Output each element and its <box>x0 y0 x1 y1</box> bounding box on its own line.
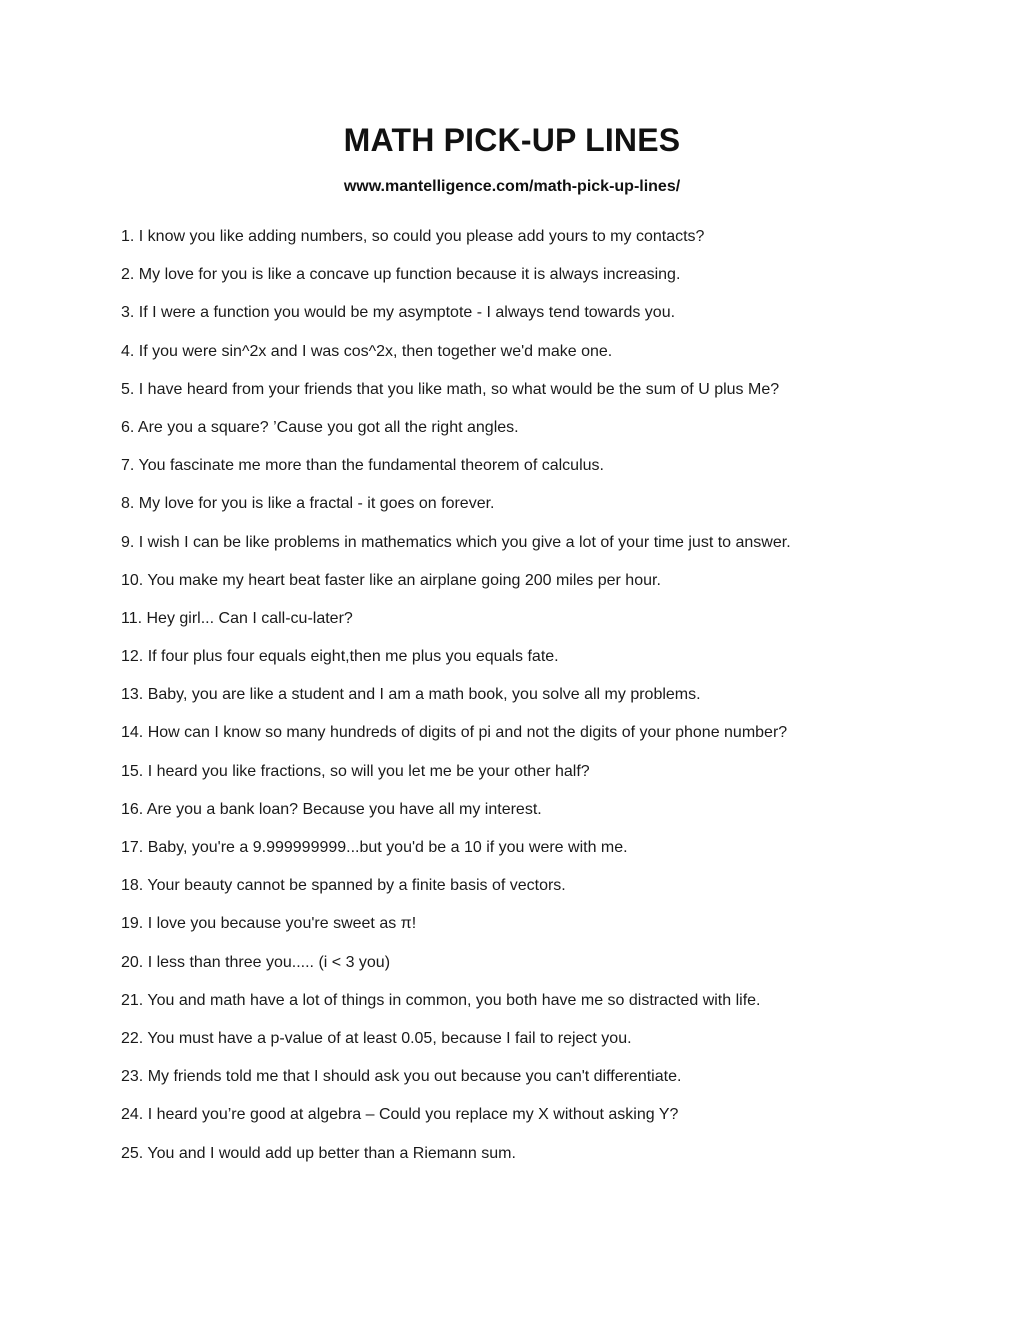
list-item: 7. You fascinate me more than the fundamental theorem of calculus. <box>121 457 604 475</box>
list-item: 9. I wish I can be like problems in mathematics which you give a lot of your time just to answer. <box>121 533 791 551</box>
source-url: www.mantelligence.com/math-pick-up-lines/ <box>343 178 681 195</box>
list-item: 19. I love you because you're sweet as π! <box>121 915 417 933</box>
list-item: 13. Baby, you are like a student and I am a math book, you solve all my problems. <box>121 686 701 704</box>
list-item: 24. I heard you’re good at algebra – Could you replace my X without asking Y? <box>121 1106 679 1124</box>
list-item: 11. Hey girl... Can I call-cu-later? <box>121 609 353 627</box>
list-item: 15. I heard you like fractions, so will you let me be your other half? <box>121 762 590 780</box>
list-item: 3. If I were a function you would be my asymptote - I always tend towards you. <box>121 304 676 322</box>
list-item: 1. I know you like adding numbers, so could you please add yours to my contacts? <box>121 228 705 245</box>
page-title: MATH PICK-UP LINES <box>343 122 681 158</box>
list-item: 25. You and I would add up better than a Riemann sum. <box>121 1144 516 1162</box>
list-item: 21. You and math have a lot of things in common, you both have me so distracted with life. <box>121 991 761 1009</box>
list-item: 10. You make my heart beat faster like an airplane going 200 miles per hour. <box>121 571 661 589</box>
list-item: 14. How can I know so many hundreds of digits of pi and not the digits of your phone number? <box>121 724 788 742</box>
list-item: 23. My friends told me that I should ask you out because you can't differentiate. <box>121 1068 682 1086</box>
list-item: 22. You must have a p-value of at least 0.05, because I fail to reject you. <box>121 1029 632 1047</box>
list-item: 18. Your beauty cannot be spanned by a finite basis of vectors. <box>121 877 566 895</box>
list-item: 4. If you were sin^2x and I was cos^2x, then together we'd make one. <box>121 342 613 360</box>
list-item: 12. If four plus four equals eight,then me plus you equals fate. <box>121 648 559 666</box>
list-item: 16. Are you a bank loan? Because you have all my interest. <box>121 800 542 818</box>
list-item: 17. Baby, you're a 9.999999999...but you'd be a 10 if you were with me. <box>121 839 628 856</box>
list-item: 2. My love for you is like a concave up function because it is always increasing. <box>121 266 681 284</box>
list-item: 5. I have heard from your friends that you like math, so what would be the sum of U plus Me? <box>121 380 780 398</box>
list-item: 20. I less than three you..... (i < 3 you) <box>121 953 391 971</box>
list-item: 8. My love for you is like a fractal - it goes on forever. <box>121 495 495 513</box>
pickup-lines-list <box>121 226 981 1181</box>
list-item: 6. Are you a square? ’Cause you got all the right angles. <box>121 418 519 436</box>
